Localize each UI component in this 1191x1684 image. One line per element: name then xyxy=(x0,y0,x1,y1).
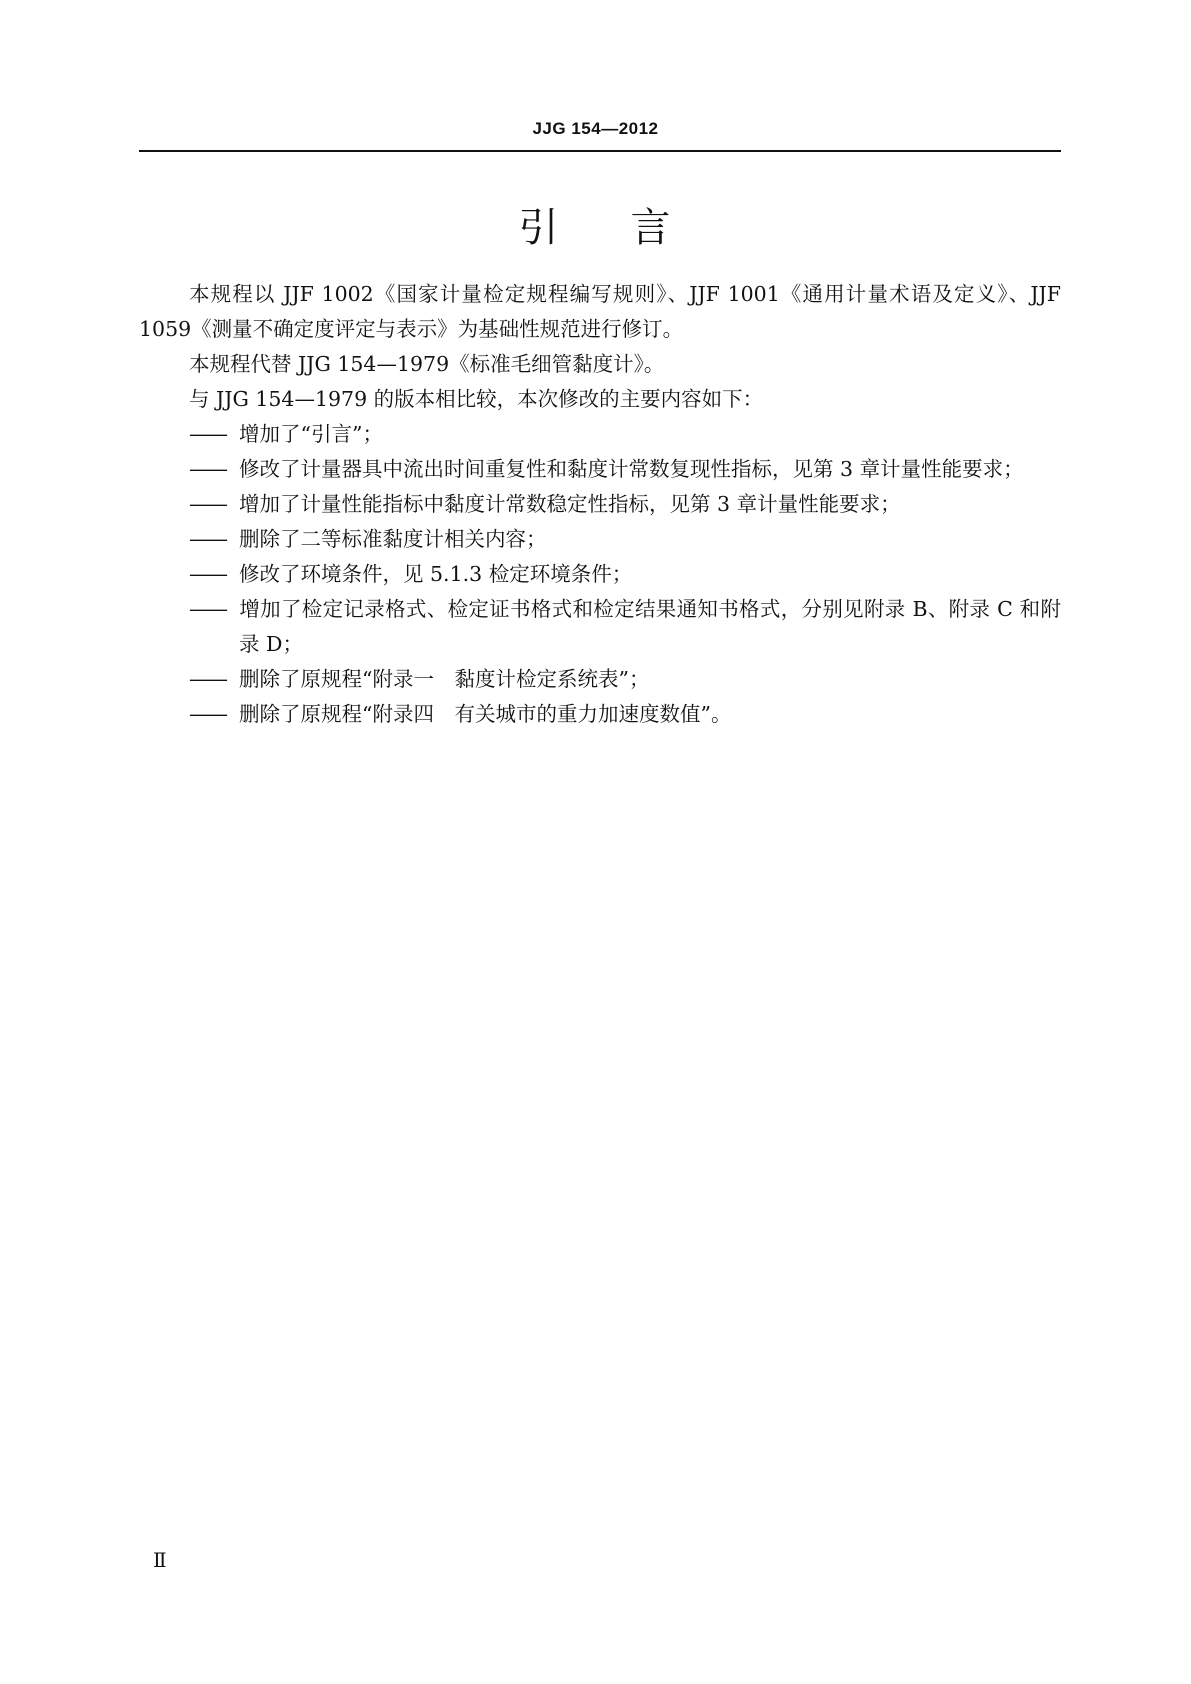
list-item-text: 删除了二等标准黏度计相关内容； xyxy=(239,527,547,551)
paragraph-changes-intro: 与 JJG 154—1979 的版本相比较，本次修改的主要内容如下： xyxy=(189,387,764,411)
list-dash: —— xyxy=(189,422,226,446)
list-item-text: 增加了检定记录格式、检定证书格式和检定结果通知书格式，分别见附录 B、附录 C 和附录 D； xyxy=(239,597,1061,656)
list-item-text: 修改了环境条件，见 5.1.3 检定环境条件； xyxy=(239,562,633,586)
list-item xyxy=(189,697,1061,732)
list-item xyxy=(189,522,1061,557)
header-divider xyxy=(139,150,1061,152)
list-dash: —— xyxy=(189,492,226,516)
page-number: Ⅱ xyxy=(153,1550,167,1572)
list-item-text: 删除了原规程“附录四 有关城市的重力加速度数值”。 xyxy=(239,702,732,726)
list-dash: —— xyxy=(189,597,226,621)
document-code-header: JJG 154—2012 xyxy=(532,119,659,138)
title-char-2: 言 xyxy=(630,205,673,251)
list-dash: —— xyxy=(189,562,226,586)
section-title xyxy=(0,196,1191,253)
list-item-text: 删除了原规程“附录一 黏度计检定系统表”； xyxy=(239,667,650,691)
list-item-text: 增加了计量性能指标中黏度计常数稳定性指标，见第 3 章计量性能要求； xyxy=(239,492,901,516)
list-item xyxy=(189,592,1061,662)
paragraph-basis: 本规程以 JJF 1002《国家计量检定规程编写规则》、JJF 1001《通用计量术语及定义》、JJF 1059《测量不确定度评定与表示》为基础性规范进行修订。 xyxy=(139,282,1061,341)
list-item xyxy=(189,557,1061,592)
body-content xyxy=(139,277,1061,732)
list-item xyxy=(189,487,1061,522)
list-dash: —— xyxy=(189,527,226,551)
list-dash: —— xyxy=(189,667,226,691)
list-item xyxy=(189,452,1061,487)
paragraph-replaces: 本规程代替 JJG 154—1979《标准毛细管黏度计》。 xyxy=(189,352,665,376)
list-dash: —— xyxy=(189,702,226,726)
list-item xyxy=(189,417,1061,452)
list-dash: —— xyxy=(189,457,226,481)
list-item xyxy=(189,662,1061,697)
title-char-1: 引 xyxy=(518,205,561,251)
list-item-text: 修改了计量器具中流出时间重复性和黏度计常数复现性指标，见第 3 章计量性能要求； xyxy=(239,457,1024,481)
list-item-text: 增加了“引言”； xyxy=(239,422,383,446)
